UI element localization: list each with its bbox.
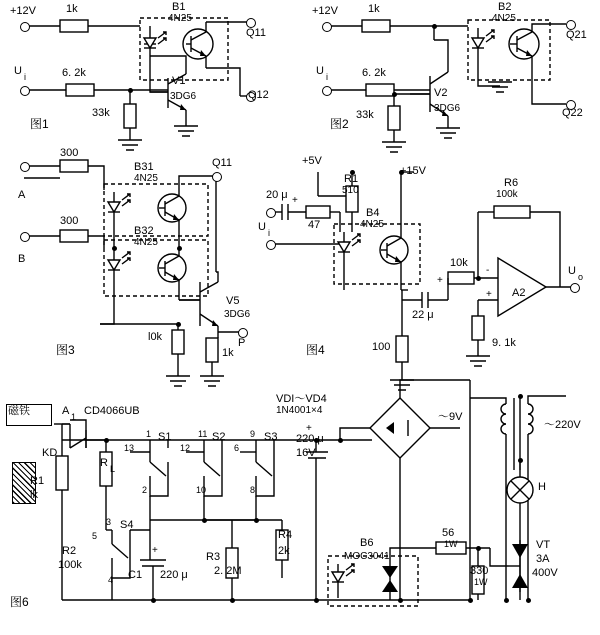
fig1-caption: 图1 [30,117,49,131]
node-fig4-inv-input [476,276,481,281]
fig4-r1-label: R1 [344,173,359,185]
fig1-r-33k-label: 33k [92,107,110,119]
fig6-pin9-label: 9 [250,429,256,439]
fig6-r1-label: R1 [30,475,45,487]
fig6-r56-w-label: 1W [444,539,458,549]
node-fig6-bottom-4 [398,598,403,603]
fig3-v5-label: V5 [226,295,240,307]
fig6-s4-label: S4 [120,519,134,531]
fig6-c1-label: C1 [128,569,143,581]
fig6-c220u-label: 220 μ [296,433,324,445]
fig6-c16v-label: 16V [296,447,316,459]
fig6-r56-label: 56 [442,527,455,539]
node-fig6-bottom-2 [230,598,235,603]
fig2-ui-label: U [316,65,324,77]
fig4-caption: 图4 [306,343,325,357]
fig6-pin11-label: 11 [198,429,208,439]
fig6-kd-label: KD [42,447,58,459]
fig6-s2-label: S2 [212,431,226,443]
fig4-r10k-label: 10k [450,257,468,269]
fig4-r91k-label: 9. 1k [492,337,516,349]
fig6-r3-value-label: 2. 2M [214,565,242,577]
fig6-vt-current-label: 3A [536,553,550,565]
node-fig3-base [176,322,181,327]
fig3-r300b-label: 300 [60,215,79,227]
fig6-ic-a-sub-label: 1 [71,412,77,422]
node-fig6-rail-3 [338,438,343,443]
node-fig6-bottom-7 [526,598,531,603]
fig6-ac9v-label: ～9V [438,411,463,423]
terminal-fig4-uo [570,283,580,293]
node-fig2-base [392,92,397,97]
fig6-pin12-label: 12 [180,443,191,453]
fig4-b4-label: B4 [366,207,380,219]
fig6-vt-voltage-label: 400V [532,567,558,579]
fig2-caption: 图2 [330,117,349,131]
fig3-caption: 图3 [56,343,75,357]
node-fig3-led-link [112,246,117,251]
fig1-r-6k2-label: 6. 2k [62,67,86,79]
fig2-q22-label: Q22 [562,107,583,119]
fig4-opamp-minus: - [486,265,490,276]
fig2-b2-type-label: 4N25 [492,13,516,24]
fig6-s1-label: S1 [158,431,172,443]
fig6-bridge-type-label: 1N4001×4 [276,405,323,416]
fig2-v2-label: V2 [434,87,448,99]
fig6-r4-label: R4 [278,529,293,541]
fig4-ui-label: U [258,221,266,233]
node-fig6-ac-1 [518,394,523,399]
node-fig6-sw-rail-2 [254,518,259,523]
fig6-r2-label: R2 [62,545,77,557]
terminal-fig4-ui-gnd [266,240,276,250]
fig1-ui-sub-label: i [24,72,26,82]
fig3-b32-label: B32 [134,225,154,237]
fig4-r6-value-label: 100k [496,189,518,200]
fig6-pin10-label: 10 [196,485,207,495]
fig4-ui-sub-label: i [268,228,270,238]
fig6-magnet-label: 磁铁 [8,405,30,417]
fig4-r1-value-label: 510 [342,185,359,196]
fig4-5v-label: +5V [302,155,322,167]
fig6-r330-w-label: 1W [474,577,488,587]
fig6-rl-sub-label: L [110,464,116,474]
node-fig6-triac-gate [476,546,481,551]
fig4-15v-label: +15V [400,165,426,177]
fig3-r1k-label: 1k [222,347,234,359]
fig6-b6-label: B6 [360,537,374,549]
fig3-a-label: A [18,189,26,201]
node-fig6-bottom-3 [314,598,319,603]
fig3-b-label: B [18,253,26,265]
node-fig2-collector [432,24,437,29]
fig6-vt-label: VT [536,539,551,551]
fig6-pin2-label: 2 [142,485,148,495]
fig3-q11-label: Q11 [212,157,232,169]
fig6-r4-value-label: 2k [278,545,290,557]
terminal-fig3-b [20,232,30,242]
fig1-v1-label: V1 [172,75,186,87]
fig6-pin8-label: 8 [250,485,256,495]
fig6-b6-type-label: MOC3041 [344,551,390,562]
node-fig3-collector-link [177,246,182,251]
fig1-q11-label: Q11 [246,27,266,39]
fig1-ui-label: U [14,65,22,77]
fig2-b2-label: B2 [498,1,512,13]
fig6-ic-type-label: CD4066UB [84,405,140,417]
terminal-fig2-ui [322,86,332,96]
fig6-ac220v-label: ～220V [544,419,581,431]
terminal-fig3-a [20,162,30,172]
fig3-r300a-label: 300 [60,147,79,159]
fig3-r10k-label: l0k [148,331,163,343]
fig4-r100-label: 100 [372,341,391,353]
node-fig1-base [128,88,133,93]
terminal-fig1-vcc [20,22,30,32]
terminal-fig4-ui [266,208,276,218]
fig6-r3-label: R3 [206,551,221,563]
fig2-r-6k2-label: 6. 2k [362,67,386,79]
fig6-rl-label: R [100,457,108,469]
fig6-caption: 图6 [10,595,29,609]
fig3-b31-type-label: 4N25 [134,173,158,184]
terminal-fig3-q11 [212,172,222,182]
fig3-v5-type-label: 3DG6 [224,309,251,320]
fig4-uo-label: U [568,265,576,277]
fig6-r330-label: 330 [470,565,489,577]
node-fig6-bottom-1 [151,598,156,603]
fig6-pin4-label: 4 [108,575,114,585]
fig4-opamp-plus: + [486,289,492,300]
fig1-v1-type-label: 3DG6 [170,91,197,102]
fig4-uo-sub-label: o [578,272,584,282]
node-fig6-rail-1 [104,438,109,443]
fig6-r1-value-label: lk [30,489,38,501]
fig4-c20u-label: 20 μ [266,189,288,201]
fig6-pin6-label: 6 [234,443,240,453]
fig6-c220u-polarity: + [306,423,312,434]
fig2-r-1k-label: 1k [368,3,380,15]
fig3-b31-label: B31 [134,161,154,173]
fig4-b4-type-label: 4N25 [360,219,384,230]
fig6-ic-a-label: A [62,405,70,417]
fig3-p-label: P [238,337,246,349]
fig2-ui-sub-label: i [326,72,328,82]
fig4-a2-label: A2 [512,287,526,299]
node-fig6-sw-rail-1 [202,518,207,523]
fig6-pin5-label: 5 [92,531,98,541]
fig1-q12-label: Q12 [248,89,269,101]
fig4-cap20-polarity: + [292,195,298,206]
fig1-supply-label: +12V [10,5,36,17]
fig1-r-1k-label: 1k [66,3,78,15]
fig6-bridge-label: VDI～VD4 [276,393,327,405]
fig3-b32-type-label: 4N25 [134,237,158,248]
node-fig6-lamp-top [518,458,523,463]
fig6-pin3-label: 3 [106,517,112,527]
fig2-r-33k-label: 33k [356,109,374,121]
fig1-b1-label: B1 [172,1,186,13]
fig1-b1-type-label: 4N25 [168,13,192,24]
fig4-cap22-polarity: + [437,275,443,286]
fig4-r47-label: 47 [308,219,321,231]
fig6-s3-label: S3 [264,431,278,443]
fig2-q21-label: Q21 [566,29,587,41]
fig6-c1-polarity: + [152,545,158,556]
fig4-c22u-label: 22 μ [412,309,434,321]
terminal-fig2-vcc [322,22,332,32]
node-fig6-bottom-6 [504,598,509,603]
fig6-r2-value-label: 100k [58,559,82,571]
fig6-pin1-label: 1 [146,429,152,439]
fig2-v2-type-label: 3DG6 [434,103,461,114]
terminal-fig1-ui [20,86,30,96]
node-fig6-bottom-5 [468,598,473,603]
fig4-r6-label: R6 [504,177,519,189]
fig6-lamp-h-label: H [538,481,546,493]
fig2-supply-label: +12V [312,5,338,17]
fig6-pin13-label: 13 [124,443,135,453]
fig6-c1-value-label: 220 μ [160,569,188,581]
